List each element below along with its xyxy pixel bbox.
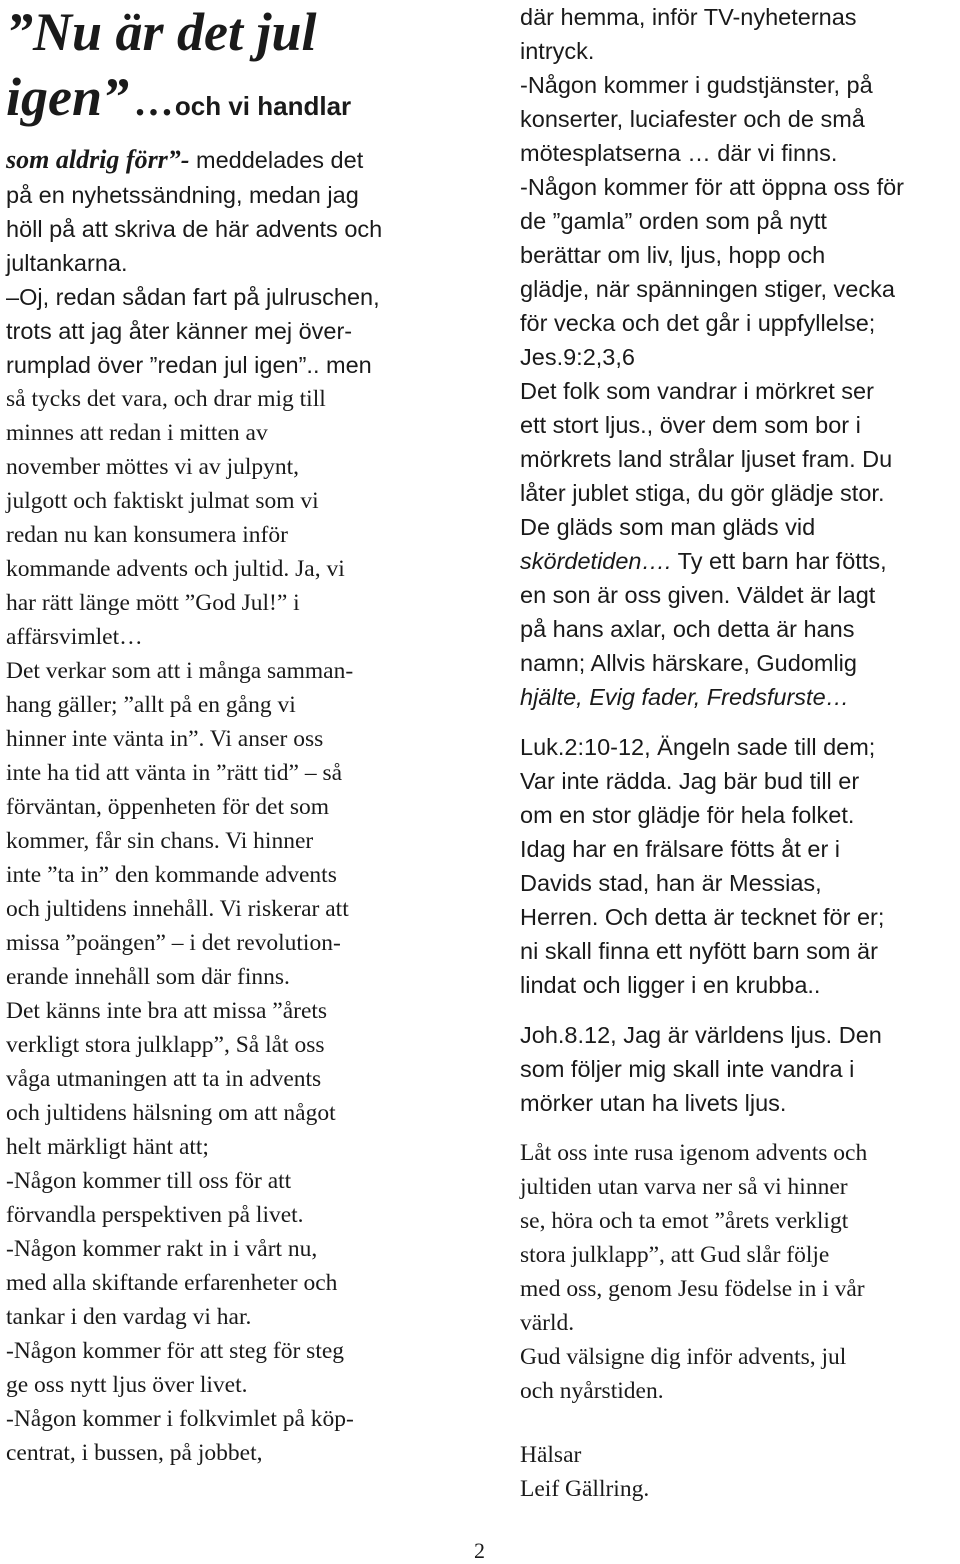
left-line-24: Det känns inte bra att missa ”årets bbox=[6, 998, 328, 1024]
title-line-2-small: och vi handlar bbox=[174, 91, 352, 121]
john-line: Joh.8.12, Jag är världens ljus. Den bbox=[520, 1022, 882, 1048]
signoff-name: Leif Gällring. bbox=[520, 1476, 650, 1502]
left-line-5: rumplad över ”redan jul igen”.. men bbox=[6, 352, 372, 378]
left-line-27: och jultidens hälsning om att något bbox=[6, 1100, 336, 1126]
title-line-1: ”Nu är det jul bbox=[6, 2, 317, 62]
isaiah-reference: Jes.9:2,3,6 bbox=[520, 344, 635, 370]
right-intro-line: de ”gamla” orden som på nytt bbox=[520, 208, 827, 234]
left-line-22: missa ”poängen” – i det revolution- bbox=[6, 930, 341, 956]
isaiah-line: Det folk som vandrar i mörkret ser bbox=[520, 378, 874, 404]
john-line: mörker utan ha livets ljus. bbox=[520, 1090, 787, 1116]
left-line-15: hang gäller; ”allt på en gång vi bbox=[6, 692, 296, 718]
paragraph-gap bbox=[520, 714, 956, 730]
right-intro-line: konserter, luciafester och de små bbox=[520, 106, 865, 132]
title-line-2-big: igen” bbox=[6, 67, 130, 127]
luke-line: ni skall finna ett nyfött barn som är bbox=[520, 938, 878, 964]
luke-line: Davids stad, han är Messias, bbox=[520, 870, 822, 896]
left-line-36: -Någon kommer i folkvimlet på köp- bbox=[6, 1406, 354, 1432]
left-line-30: förvandla perspektiven på livet. bbox=[6, 1202, 304, 1228]
closing-line: värld. bbox=[520, 1310, 575, 1336]
isaiah-line: en son är oss given. Väldet är lagt bbox=[520, 582, 876, 608]
luke-line: Luk.2:10-12, Ängeln sade till dem; bbox=[520, 734, 876, 760]
closing-line: jultiden utan varva ner så vi hinner bbox=[520, 1174, 848, 1200]
closing-line: stora julklapp”, att Gud slår följe bbox=[520, 1242, 830, 1268]
closing-line: Gud välsigne dig inför advents, jul bbox=[520, 1344, 847, 1370]
isaiah-line: De gläds som man gläds vid bbox=[520, 514, 816, 540]
left-line-8: november möttes vi av julpynt, bbox=[6, 454, 300, 480]
luke-line: Herren. Och detta är tecknet för er; bbox=[520, 904, 885, 930]
left-line-25: verkligt stora julklapp”, Så låt oss bbox=[6, 1032, 325, 1058]
luke-line: Idag har en frälsare fötts åt er i bbox=[520, 836, 841, 862]
title-line-2 bbox=[6, 62, 458, 143]
left-line-11: kommande advents och jultid. Ja, vi bbox=[6, 556, 345, 582]
closing-line: Låt oss inte rusa igenom advents och bbox=[520, 1140, 868, 1166]
left-line-37: centrat, i bussen, på jobbet, bbox=[6, 1440, 263, 1466]
left-line-2: jultankarna. bbox=[6, 250, 128, 276]
harvest-rest: Ty ett barn har fötts, bbox=[671, 548, 887, 574]
luke-line: lindat och ligger i en krubba.. bbox=[520, 972, 821, 998]
left-line-9: julgott och faktiskt julmat som vi bbox=[6, 488, 319, 514]
right-intro-line: glädje, när spänningen stiger, vecka bbox=[520, 276, 895, 302]
paragraph-gap bbox=[520, 1120, 956, 1136]
page-number: 2 bbox=[474, 1538, 485, 1563]
left-line-17: inte ha tid att vänta in ”rätt tid” – så bbox=[6, 760, 343, 786]
isaiah-line: ett stort ljus., över dem som bor i bbox=[520, 412, 861, 438]
left-line-1: höll på att skriva de här advents och bbox=[6, 216, 383, 242]
left-line-14: Det verkar som att i många samman- bbox=[6, 658, 354, 684]
left-line-31: -Någon kommer rakt in i vårt nu, bbox=[6, 1236, 318, 1262]
signoff-greeting: Hälsar bbox=[520, 1442, 582, 1468]
left-line-18: förväntan, öppenheten för det som bbox=[6, 794, 330, 820]
left-line-7: minnes att redan i mitten av bbox=[6, 420, 268, 446]
paragraph-gap bbox=[520, 1408, 956, 1438]
left-line-26: våga utmaningen att ta in advents bbox=[6, 1066, 322, 1092]
isaiah-italic-end: hjälte, Evig fader, Fredsfurste… bbox=[520, 684, 850, 710]
right-intro-line: berättar om liv, ljus, hopp och bbox=[520, 242, 826, 268]
left-line-3: –Oj, redan sådan fart på julruschen, bbox=[6, 284, 380, 310]
left-line-6: så tycks det vara, och drar mig till bbox=[6, 386, 326, 412]
closing-line: och nyårstiden. bbox=[520, 1378, 664, 1404]
left-line-23: erande innehåll som där finns. bbox=[6, 964, 290, 990]
left-line-29: -Någon kommer till oss för att bbox=[6, 1168, 292, 1194]
title-line-3-rest: meddelades det bbox=[189, 147, 364, 173]
left-line-0: på en nyhetssändning, medan jag bbox=[6, 182, 359, 208]
right-intro-line: mötesplatserna … där vi finns. bbox=[520, 140, 838, 166]
left-line-21: och jultidens innehåll. Vi riskerar att bbox=[6, 896, 349, 922]
closing-line: med oss, genom Jesu födelse in i vår bbox=[520, 1276, 865, 1302]
right-intro-line: -Någon kommer för att öppna oss för bbox=[520, 174, 905, 200]
luke-line: Var inte rädda. Jag bär bud till er bbox=[520, 768, 860, 794]
title-ellipsis: … bbox=[134, 79, 175, 124]
left-line-13: affärsvimlet… bbox=[6, 624, 143, 650]
left-line-4: trots att jag åter känner mej över- bbox=[6, 318, 353, 344]
right-intro-line: för vecka och det går i uppfyllelse; bbox=[520, 310, 876, 336]
left-line-20: inte ”ta in” den kommande advents bbox=[6, 862, 337, 888]
john-line: som följer mig skall inte vandra i bbox=[520, 1056, 855, 1082]
left-line-34: -Någon kommer för att steg för steg bbox=[6, 1338, 345, 1364]
luke-line: om en stor glädje för hela folket. bbox=[520, 802, 855, 828]
left-line-12: har rätt länge mött ”God Jul!” i bbox=[6, 590, 300, 616]
left-line-19: kommer, får sin chans. Vi hinner bbox=[6, 828, 314, 854]
left-line-10: redan nu kan konsumera inför bbox=[6, 522, 288, 548]
paragraph-gap bbox=[520, 1002, 956, 1018]
right-column bbox=[520, 0, 956, 1506]
title-line-3 bbox=[6, 143, 458, 178]
isaiah-harvest-line bbox=[520, 544, 956, 578]
isaiah-line: mörkrets land strålar ljuset fram. Du bbox=[520, 446, 893, 472]
left-line-33: tankar i den vardag vi har. bbox=[6, 1304, 252, 1330]
right-intro-line: intryck. bbox=[520, 38, 595, 64]
left-line-32: med alla skiftande erfarenheter och bbox=[6, 1270, 338, 1296]
left-column bbox=[6, 0, 458, 1470]
title-line-3-bold: som aldrig förr”- bbox=[6, 145, 190, 174]
isaiah-line: namn; Allvis härskare, Gudomlig bbox=[520, 650, 857, 676]
isaiah-line: på hans axlar, och detta är hans bbox=[520, 616, 855, 642]
isaiah-line: låter jublet stiga, du gör glädje stor. bbox=[520, 480, 885, 506]
left-line-35: ge oss nytt ljus över livet. bbox=[6, 1372, 248, 1398]
closing-line: se, höra och ta emot ”årets verkligt bbox=[520, 1208, 849, 1234]
right-intro-line: -Någon kommer i gudstjänster, på bbox=[520, 72, 873, 98]
left-line-16: hinner inte vänta in”. Vi anser oss bbox=[6, 726, 324, 752]
right-intro-line: där hemma, inför TV-nyheternas bbox=[520, 4, 857, 30]
left-line-28: helt märkligt hänt att; bbox=[6, 1134, 209, 1160]
harvest-italic: skördetiden…. bbox=[520, 548, 672, 574]
